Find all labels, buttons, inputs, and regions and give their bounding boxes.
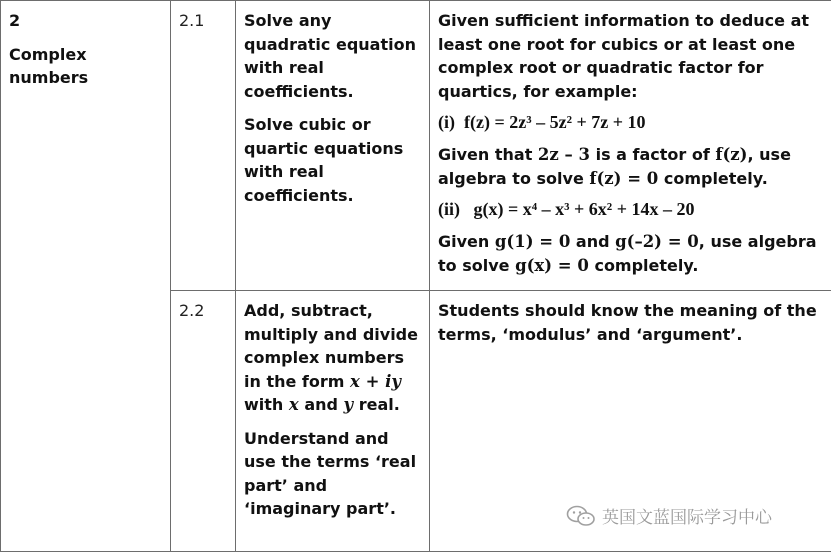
text-fragment: completely.: [664, 169, 768, 188]
content-paragraph: Understand and use the terms ‘real part’ and ‘imaginary part’.: [244, 427, 423, 521]
math-expression: g(1) = 0: [495, 232, 570, 251]
math-expression: g(x) = 0: [515, 256, 589, 275]
math-expression: x: [289, 395, 299, 414]
equation-text: f(z) = 2z³ – 5z² + 7z + 10: [464, 112, 646, 132]
text-fragment: with: [244, 395, 283, 414]
text-fragment: , use algebra to solve: [438, 145, 791, 188]
ref-cell: 2.2: [171, 291, 236, 552]
text-fragment: Add, subtract, multiply and divide complex numbers in the form: [244, 301, 418, 391]
ref-cell: 2.1: [171, 1, 236, 291]
text-fragment: and: [576, 232, 610, 251]
watermark: [566, 503, 772, 528]
equation-label: (i): [438, 112, 455, 132]
topic-cell: [1, 1, 171, 552]
math-expression: x + iy: [350, 372, 401, 391]
equation-text: g(x) = x⁴ – x³ + 6x² + 14x – 20: [474, 199, 695, 219]
table-row: [1, 1, 831, 291]
guidance-cell: [430, 1, 831, 291]
content-paragraph: Solve cubic or quartic equations with real coefficients.: [244, 113, 423, 207]
guidance-intro: Given sufficient information to deduce at least one root for cubics or at least one complex root or quadratic factor for quartics, for example:: [438, 9, 825, 103]
content-paragraph: Solve any quadratic equation with real coefficients.: [244, 9, 423, 103]
math-expression: y: [344, 395, 354, 414]
math-expression: 2z – 3: [538, 145, 590, 164]
text-fragment: and: [304, 395, 338, 414]
math-expression: f(z) = 0: [589, 169, 658, 188]
guidance-paragraph: Students should know the meaning of the terms, ‘modulus’ and ‘argument’.: [438, 299, 825, 346]
text-fragment: real.: [359, 395, 400, 414]
content-cell: [236, 1, 430, 291]
content-cell: [236, 291, 430, 552]
equation-i: [438, 109, 825, 135]
math-expression: g(–2) = 0: [615, 232, 699, 251]
watermark-text: 英国文蓝国际学习中心: [602, 503, 772, 528]
wechat-icon: [566, 505, 596, 527]
text-fragment: is a factor of: [596, 145, 710, 164]
topic-number: 2: [9, 9, 164, 33]
text-fragment: Given that: [438, 145, 532, 164]
content-paragraph: [244, 299, 423, 417]
math-expression: f(z): [715, 145, 747, 164]
topic-title-line2: numbers: [9, 68, 88, 87]
guidance-paragraph: [438, 143, 825, 190]
guidance-paragraph: [438, 230, 825, 277]
text-fragment: completely.: [594, 256, 698, 275]
text-fragment: Given: [438, 232, 489, 251]
equation-ii: [438, 196, 825, 222]
text-fragment: , use algebra to solve: [438, 232, 817, 275]
equation-label: (ii): [438, 199, 460, 219]
topic-title-line1: Complex: [9, 45, 87, 64]
